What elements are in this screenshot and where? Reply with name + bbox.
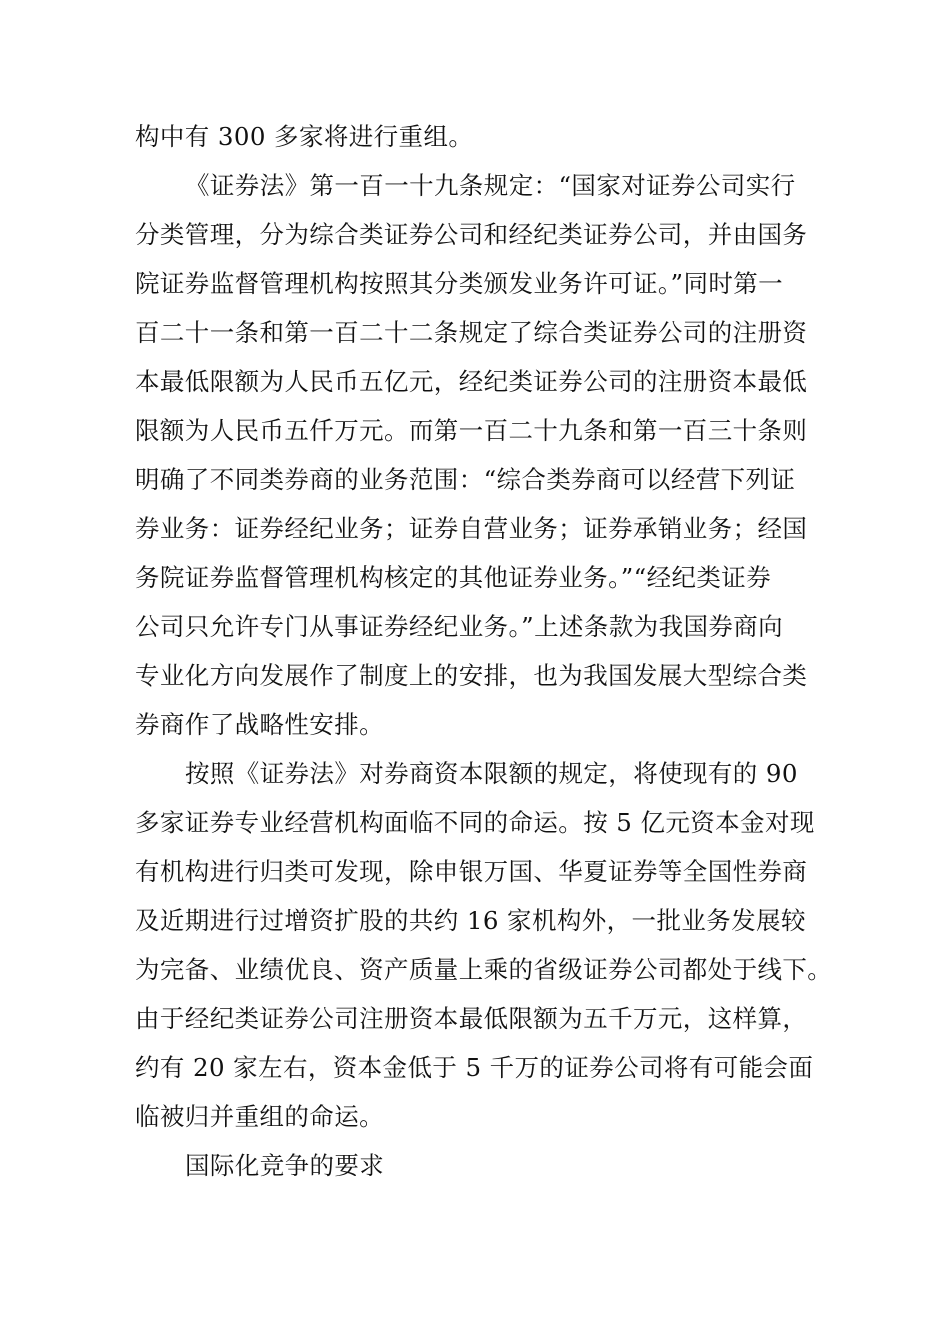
text-line: 及近期进行过增资扩股的共约 16 家机构外，一批业务发展较 <box>135 906 806 935</box>
text-line: 券商作了战略性安排。 <box>135 710 384 739</box>
text-line: 院证券监督管理机构按照其分类颁发业务许可证。”同时第一 <box>135 269 784 298</box>
text-line: 务院证券监督管理机构核定的其他证券业务。”“经纪类证券 <box>135 563 772 592</box>
section-heading: 国际化竞争的要求 <box>185 1151 385 1180</box>
text-line: 为完备、业绩优良、资产质量上乘的省级证券公司都处于线下。 <box>135 955 833 984</box>
text-line: 券业务：证券经纪业务；证券自营业务；证券承销业务；经国 <box>135 514 808 543</box>
text-line: 有机构进行归类可发现，除申银万国、华夏证券等全国性券商 <box>135 857 808 886</box>
document-body <box>135 112 845 1190</box>
text-line: 由于经纪类证券公司注册资本最低限额为五千万元，这样算， <box>135 1004 808 1033</box>
text-line: 专业化方向发展作了制度上的安排，也为我国发展大型综合类 <box>135 661 808 690</box>
text-line: 明确了不同类券商的业务范围：“综合类券商可以经营下列证 <box>135 465 796 494</box>
text-line: 《证券法》第一百一十九条规定：“国家对证券公司实行 <box>185 171 796 200</box>
text-line: 百二十一条和第一百二十二条规定了综合类证券公司的注册资 <box>135 318 808 347</box>
text-line: 限额为人民币五仟万元。而第一百二十九条和第一百三十条则 <box>135 416 808 445</box>
text-line: 约有 20 家左右，资本金低于 5 千万的证券公司将有可能会面 <box>135 1053 814 1082</box>
text-line: 临被归并重组的命运。 <box>135 1102 384 1131</box>
text-line: 公司只允许专门从事证券经纪业务。”上述条款为我国券商向 <box>135 612 784 641</box>
text-line: 分类管理，分为综合类证券公司和经纪类证券公司，并由国务 <box>135 220 808 249</box>
text-line: 按照《证券法》对券商资本限额的规定，将使现有的 90 <box>185 759 798 788</box>
text-line: 多家证券专业经营机构面临不同的命运。按 5 亿元资本金对现 <box>135 808 815 837</box>
text-line: 构中有 300 多家将进行重组。 <box>135 122 474 151</box>
text-line: 本最低限额为人民币五亿元，经纪类证券公司的注册资本最低 <box>135 367 808 396</box>
